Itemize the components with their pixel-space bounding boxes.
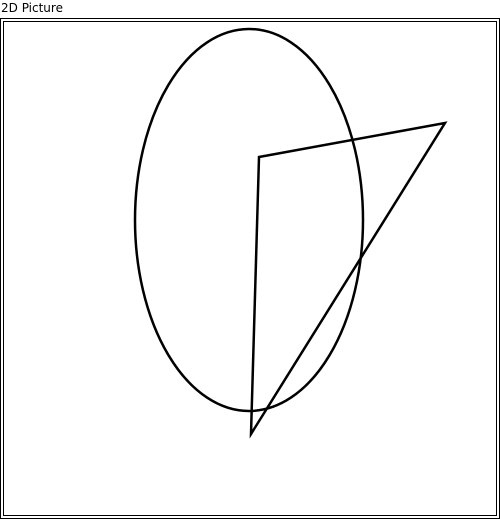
window-title: 2D Picture	[1, 1, 63, 15]
ellipse-shape	[135, 29, 363, 411]
triangle-shape	[251, 123, 445, 434]
picture-svg	[1, 19, 499, 518]
drawing-canvas[interactable]	[0, 18, 500, 519]
